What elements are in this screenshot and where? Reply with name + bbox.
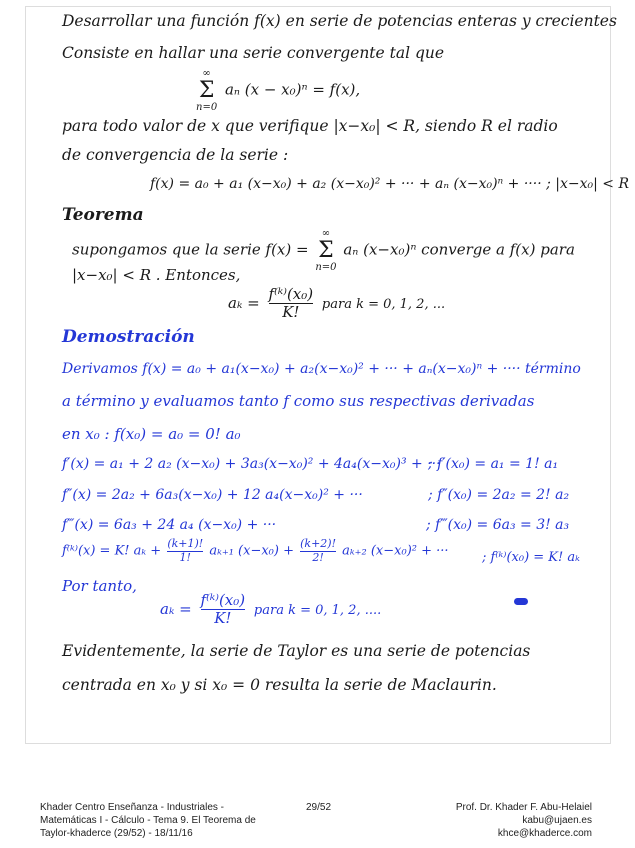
closing-line-2: centrada en x₀ y si x₀ = 0 resulta la serie de Maclaurin.	[62, 676, 497, 694]
kth-derivative-b: aₖ₊₁ (x−x₀) +	[209, 543, 294, 559]
pen-dot-mark	[514, 598, 528, 605]
first-derivative: f′(x) = a₁ + 2 a₂ (x−x₀) + 3a₃(x−x₀)² + 4a₄(x−x₀)³ + ···	[62, 456, 441, 472]
footer-right	[456, 801, 592, 840]
theorem-formula-den: K!	[269, 303, 314, 321]
line-intro-4: para todo valor de x que verifique |x−x₀| < R, siendo R el radio	[62, 117, 558, 135]
theorem-sum-upper: ∞	[321, 228, 331, 239]
theorem-formula-rhs: para k = 0, 1, 2, ...	[321, 296, 446, 312]
conclusion-rhs: para k = 0, 1, 2, ....	[253, 602, 382, 618]
kth-frac1-num: (k+1)!	[167, 537, 204, 550]
sum-lower-limit: n=0	[196, 101, 218, 113]
footer-page-number: 29/52	[306, 802, 332, 813]
first-derivative-at-x0: ; f′(x₀) = a₁ = 1! a₁	[428, 456, 559, 472]
theorem-statement-2: |x−x₀| < R . Entonces,	[72, 266, 241, 284]
therefore-text: Por tanto,	[62, 577, 137, 595]
second-derivative: f″(x) = 2a₂ + 6a₃(x−x₀) + 12 a₄(x−x₀)² + ···	[62, 487, 363, 503]
expanded-series: f(x) = a₀ + a₁ (x−x₀) + a₂ (x−x₀)² + ··· + aₙ (x−x₀)ⁿ + ···· ; |x−x₀| < R	[150, 176, 630, 192]
theorem-formula-lhs: aₖ =	[228, 293, 260, 312]
theorem-formula-num: f⁽ᵏ⁾(x₀)	[268, 285, 314, 303]
kth-frac2-num: (k+2)!	[300, 537, 337, 550]
second-derivative-at-x0: ; f″(x₀) = 2a₂ = 2! a₂	[428, 487, 570, 503]
theorem-sum-lower: n=0	[315, 261, 337, 273]
theorem-sum-symbol: Σ	[318, 237, 334, 263]
line-intro-1: Desarrollar una función f(x) en serie de potencias enteras y crecientes	[62, 12, 617, 30]
conclusion-den: K!	[201, 609, 246, 627]
third-derivative: f‴(x) = 6a₃ + 24 a₄ (x−x₀) + ···	[62, 517, 277, 533]
kth-derivative-c: aₖ₊₂ (x−x₀)² + ···	[342, 543, 449, 559]
line-intro-5: de convergencia de la serie :	[62, 146, 289, 164]
closing-line-1: Evidentemente, la serie de Taylor es una serie de potencias	[62, 642, 531, 660]
proof-heading: Demostración	[62, 327, 195, 347]
kth-derivative-at-x0: ; f⁽ᵏ⁾(x₀) = K! aₖ	[482, 550, 580, 565]
footer-left	[40, 801, 256, 840]
third-derivative-at-x0: ; f‴(x₀) = 6a₃ = 3! a₃	[426, 517, 570, 533]
footer-email-2: khce@khaderce.com	[497, 828, 592, 839]
conclusion-lhs: aₖ =	[160, 599, 192, 618]
footer-left-line-3: Taylor-khaderce (29/52) - 18/11/16	[40, 828, 193, 839]
kth-derivative-a: f⁽ᵏ⁾(x) = K! aₖ +	[62, 543, 162, 559]
footer-email-1: kabu@ujaen.es	[522, 815, 592, 826]
theorem-heading: Teorema	[62, 205, 144, 225]
theorem-text-b: aₙ (x−x₀)ⁿ converge a f(x) para	[343, 240, 575, 259]
series-expression: aₙ (x − x₀)ⁿ = f(x),	[224, 80, 361, 99]
footer-left-line-2: Matemáticas I - Cálculo - Tema 9. El Teorema de	[40, 815, 256, 826]
proof-line-3: en x₀ : f(x₀) = a₀ = 0! a₀	[62, 425, 241, 443]
line-intro-2: Consiste en hallar una serie convergente tal que	[62, 44, 445, 62]
kth-frac1-den: 1!	[167, 551, 203, 565]
kth-frac2-den: 2!	[300, 551, 336, 565]
footer-left-line-1: Khader Centro Enseñanza - Industriales -	[40, 802, 224, 813]
proof-line-1: Derivamos f(x) = a₀ + a₁(x−x₀) + a₂(x−x₀)² + ··· + aₙ(x−x₀)ⁿ + ···· término	[62, 361, 581, 377]
theorem-text-a: supongamos que la serie f(x) =	[72, 240, 309, 259]
theorem-formula	[228, 286, 445, 322]
series-equation	[196, 68, 360, 113]
proof-line-2: a término y evaluamos tanto f como sus respectivas derivadas	[62, 392, 535, 410]
sum-upper-limit: ∞	[202, 68, 211, 79]
sum-symbol: Σ	[198, 77, 215, 103]
conclusion-formula	[160, 592, 381, 628]
kth-derivative	[62, 538, 449, 564]
footer-author: Prof. Dr. Khader F. Abu-Helaiel	[455, 802, 592, 813]
conclusion-num: f⁽ᵏ⁾(x₀)	[200, 591, 246, 609]
